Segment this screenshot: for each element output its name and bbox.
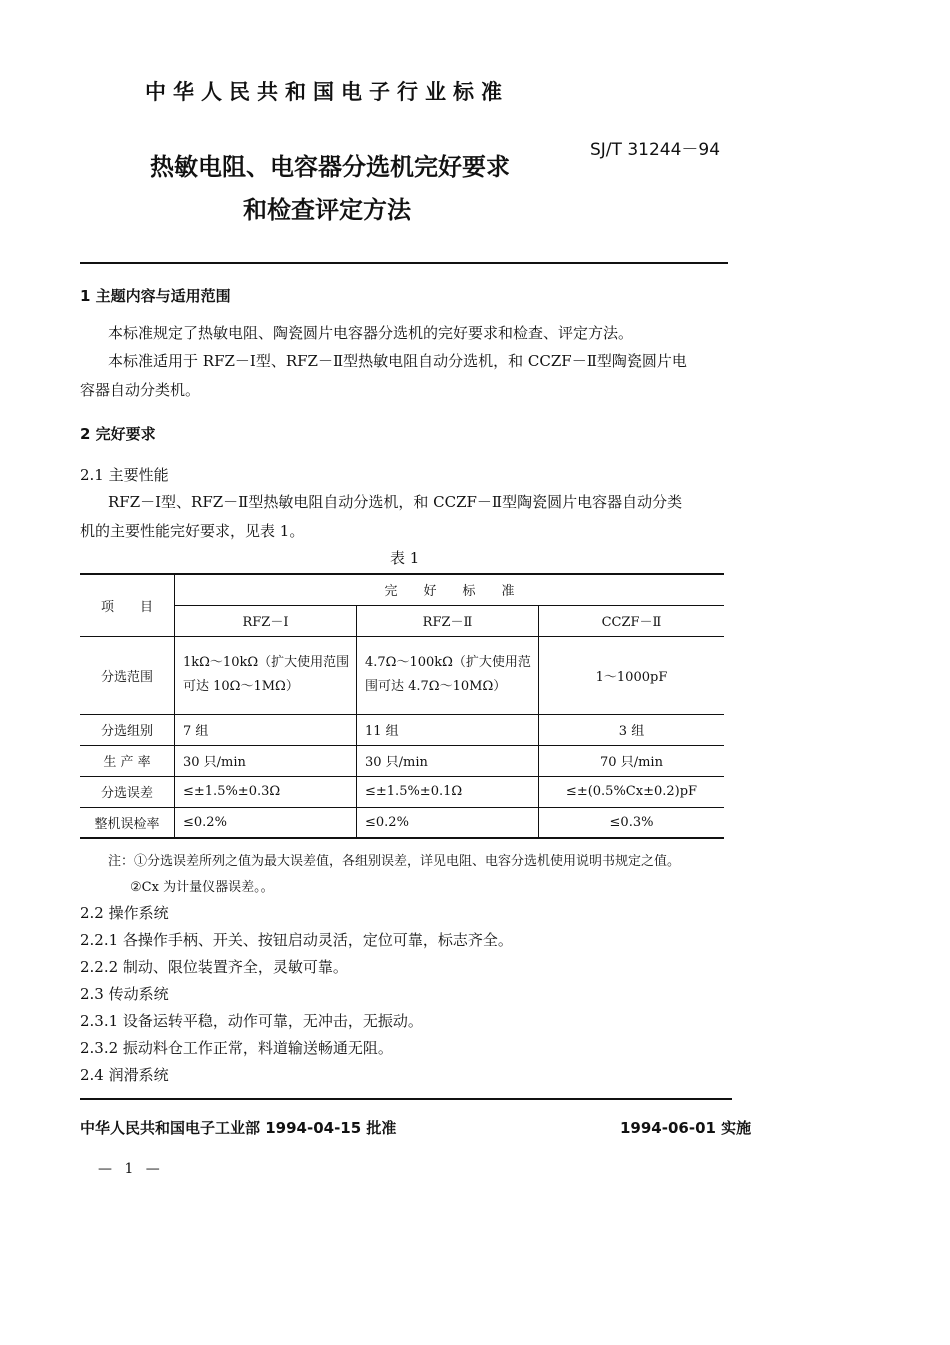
effective-date: 1994-06-01 实施 bbox=[620, 1119, 752, 1137]
table-cell-rfz1: ≤±1.5%±0.3Ω bbox=[175, 776, 357, 807]
table-row bbox=[80, 636, 724, 714]
table-caption: 表 1 bbox=[390, 549, 420, 567]
section-2-heading: 2 完好要求 bbox=[80, 425, 156, 443]
section-1-paragraph-2-line1: 本标准适用于 RFZ－Ⅰ型、RFZ－Ⅱ型热敏电阻自动分选机，和 CCZF－Ⅱ型陶瓷圆片电 bbox=[108, 352, 687, 370]
table-cell-cczf2: 3 组 bbox=[539, 714, 725, 745]
table-cell-rfz2: ≤0.2% bbox=[357, 807, 539, 838]
table-note-2: ②Cx 为计量仪器误差。。 bbox=[130, 880, 274, 895]
table-note-1: 注：①分选误差所列之值为最大误差值，各组别误差，详见电阻、电容分选机使用说明书规定之值。 bbox=[108, 854, 681, 869]
section-1-heading: 1 主题内容与适用范围 bbox=[80, 287, 231, 305]
table-cell-cczf2: ≤0.3% bbox=[539, 807, 725, 838]
table-cell-item: 分选误差 bbox=[80, 776, 175, 807]
table-header-cczf2: CCZF－Ⅱ bbox=[539, 605, 725, 636]
table-header-item: 项 目 bbox=[80, 574, 175, 636]
table-header-rfz1: RFZ－Ⅰ bbox=[175, 605, 357, 636]
table-cell-rfz1: 1kΩ～10kΩ（扩大使用范围可达 10Ω～1MΩ） bbox=[175, 636, 357, 714]
table-cell-rfz1: 30 只/min bbox=[175, 745, 357, 776]
clause-2-2: 2.2 操作系统 bbox=[80, 904, 169, 922]
table-row bbox=[80, 714, 724, 745]
clause-2-3-1: 2.3.1 设备运转平稳，动作可靠，无冲击，无振动。 bbox=[80, 1012, 423, 1030]
section-2-1-heading: 2.1 主要性能 bbox=[80, 466, 169, 484]
section-2-1-paragraph-line2: 机的主要性能完好要求，见表 1。 bbox=[80, 522, 305, 540]
footer-rule bbox=[80, 1098, 732, 1100]
section-1-paragraph-2-line2: 容器自动分类机。 bbox=[80, 381, 201, 399]
approval-statement: 中华人民共和国电子工业部 1994-04-15 批准 bbox=[80, 1119, 397, 1137]
clause-2-4: 2.4 润滑系统 bbox=[80, 1066, 169, 1084]
table-cell-item: 生 产 率 bbox=[80, 745, 175, 776]
table-cell-rfz1: ≤0.2% bbox=[175, 807, 357, 838]
clause-2-2-2: 2.2.2 制动、限位装置齐全，灵敏可靠。 bbox=[80, 958, 348, 976]
table-row bbox=[80, 745, 724, 776]
clause-2-3-2: 2.3.2 振动料仓工作正常，料道输送畅通无阻。 bbox=[80, 1039, 393, 1057]
table-cell-cczf2: 1～1000pF bbox=[539, 636, 725, 714]
table-cell-cczf2: 70 只/min bbox=[539, 745, 725, 776]
table-row bbox=[80, 807, 724, 838]
table-cell-item: 分选范围 bbox=[80, 636, 175, 714]
table-header-group: 完 好 标 准 bbox=[175, 574, 725, 605]
table-cell-cczf2: ≤±(0.5%Cx±0.2)pF bbox=[539, 776, 725, 807]
table-cell-item: 分选组别 bbox=[80, 714, 175, 745]
document-title-line2: 和检查评定方法 bbox=[243, 196, 411, 224]
table-cell-rfz2: 30 只/min bbox=[357, 745, 539, 776]
table-row bbox=[80, 776, 724, 807]
table-header-rfz2: RFZ－Ⅱ bbox=[357, 605, 539, 636]
table-cell-rfz2: 11 组 bbox=[357, 714, 539, 745]
section-1-paragraph-1: 本标准规定了热敏电阻、陶瓷圆片电容器分选机的完好要求和检查、评定方法。 bbox=[108, 324, 634, 342]
table-cell-item: 整机误检率 bbox=[80, 807, 175, 838]
table-cell-rfz2: 4.7Ω～100kΩ（扩大使用范围可达 4.7Ω～10MΩ） bbox=[357, 636, 539, 714]
header-rule bbox=[80, 262, 728, 264]
performance-table bbox=[80, 573, 724, 839]
table-cell-rfz1: 7 组 bbox=[175, 714, 357, 745]
clause-2-3: 2.3 传动系统 bbox=[80, 985, 169, 1003]
page-number: — 1 — bbox=[98, 1161, 164, 1177]
document-title-line1: 热敏电阻、电容器分选机完好要求 bbox=[150, 153, 510, 181]
issuing-organization: 中华人民共和国电子行业标准 bbox=[145, 80, 509, 104]
table-cell-rfz2: ≤±1.5%±0.1Ω bbox=[357, 776, 539, 807]
clause-2-2-1: 2.2.1 各操作手柄、开关、按钮启动灵活，定位可靠，标志齐全。 bbox=[80, 931, 513, 949]
section-2-1-paragraph-line1: RFZ－Ⅰ型、RFZ－Ⅱ型热敏电阻自动分选机，和 CCZF－Ⅱ型陶瓷圆片电容器自动分类 bbox=[108, 493, 683, 511]
document-code: SJ/T 31244－94 bbox=[590, 140, 721, 160]
